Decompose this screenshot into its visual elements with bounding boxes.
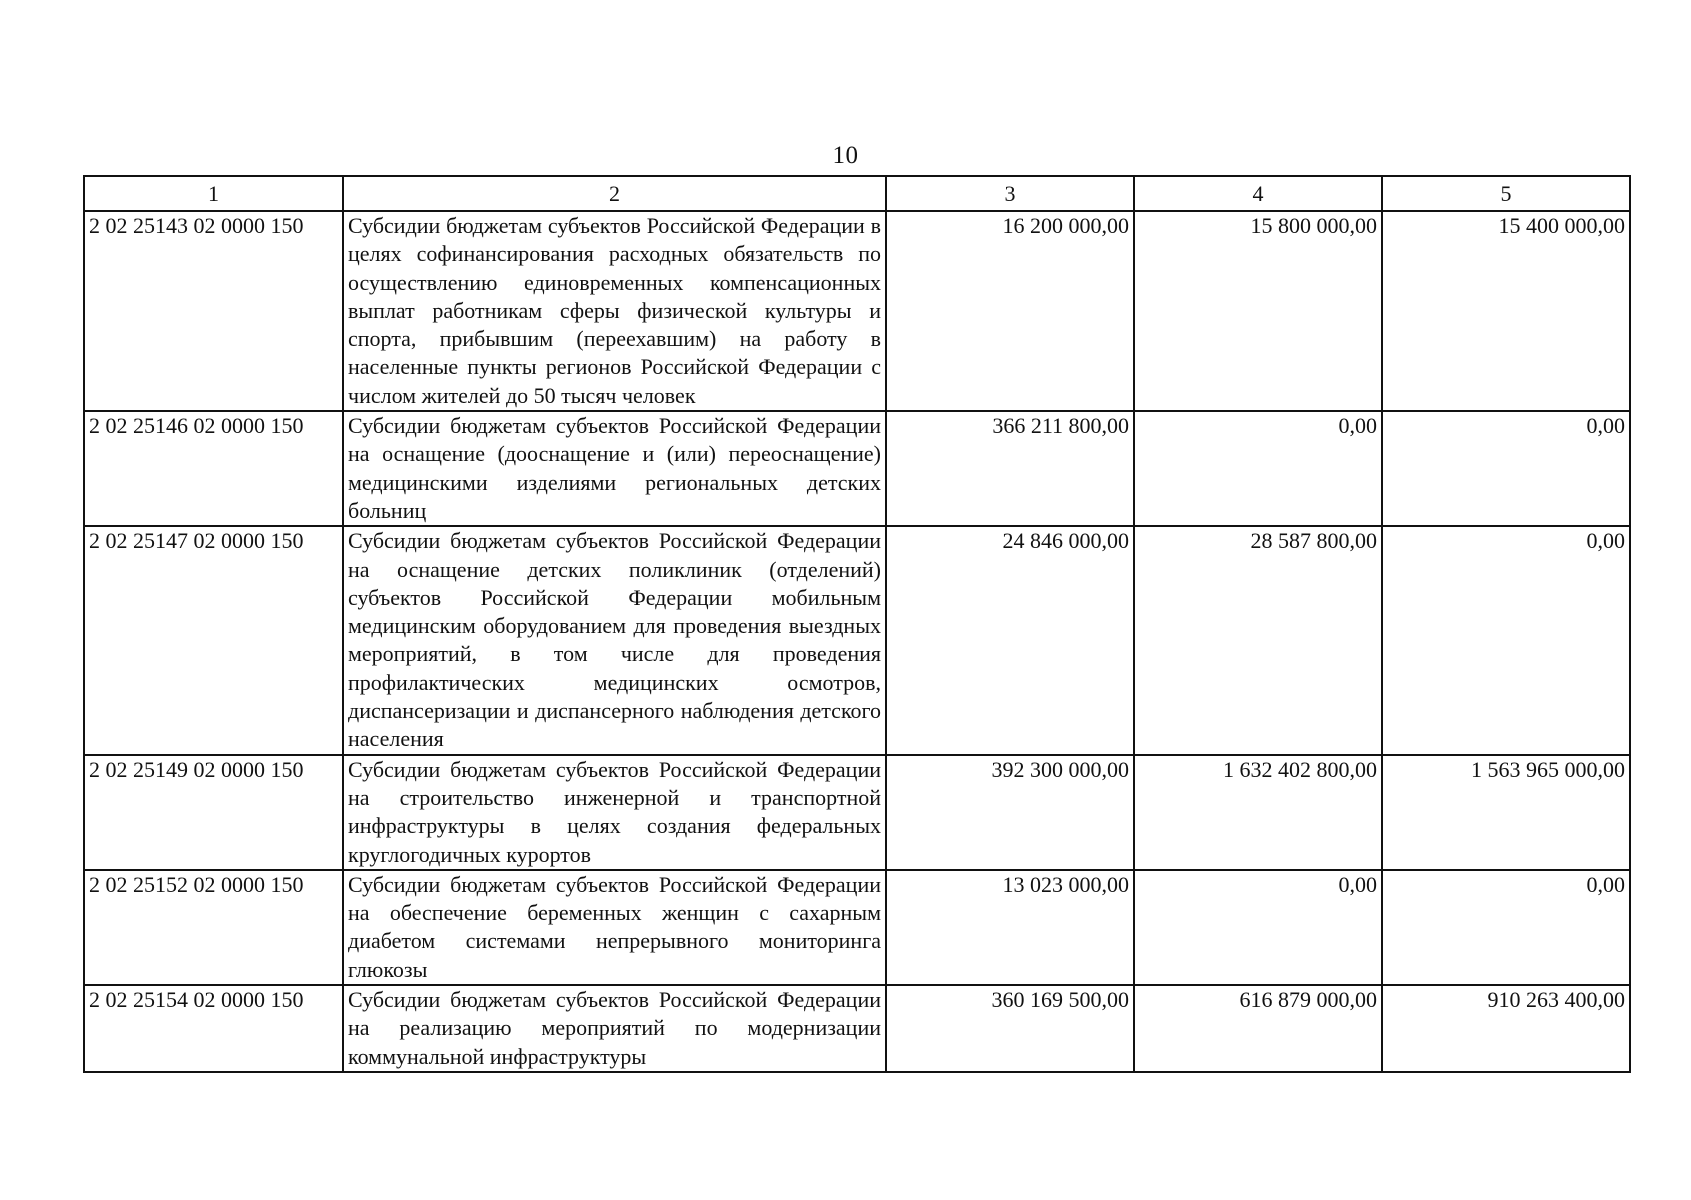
row-code: 2 02 25146 02 0000 150 [84, 411, 343, 526]
row-value-col3: 16 200 000,00 [886, 211, 1134, 411]
column-header-1: 1 [84, 176, 343, 211]
row-value-col4: 1 632 402 800,00 [1134, 755, 1382, 870]
row-description: Субсидии бюджетам субъектов Российской Федерации на оснащение (дооснащение и (или) переоснащение) медицинскими изделиями региональных детских больниц [343, 411, 886, 526]
table-row [84, 985, 1630, 1072]
row-code: 2 02 25143 02 0000 150 [84, 211, 343, 411]
row-value-col5: 0,00 [1382, 411, 1630, 526]
table-row [84, 526, 1630, 754]
row-value-col5: 0,00 [1382, 870, 1630, 985]
row-code: 2 02 25149 02 0000 150 [84, 755, 343, 870]
column-header-4: 4 [1134, 176, 1382, 211]
row-value-col4: 0,00 [1134, 870, 1382, 985]
row-value-col4: 616 879 000,00 [1134, 985, 1382, 1072]
row-description: Субсидии бюджетам субъектов Российской Федерации на обеспечение беременных женщин с сахарным диабетом системами непрерывного мониторинга глюкозы [343, 870, 886, 985]
row-value-col3: 360 169 500,00 [886, 985, 1134, 1072]
row-description: Субсидии бюджетам субъектов Российской Федерации на реализацию мероприятий по модернизации коммунальной инфраструктуры [343, 985, 886, 1072]
row-code: 2 02 25154 02 0000 150 [84, 985, 343, 1072]
row-value-col3: 13 023 000,00 [886, 870, 1134, 985]
row-code: 2 02 25147 02 0000 150 [84, 526, 343, 754]
table-row [84, 211, 1630, 411]
row-value-col5: 15 400 000,00 [1382, 211, 1630, 411]
table-row [84, 870, 1630, 985]
row-description: Субсидии бюджетам субъектов Российской Федерации на строительство инженерной и транспортной инфраструктуры в целях создания федеральных круглогодичных курортов [343, 755, 886, 870]
table-row [84, 755, 1630, 870]
row-value-col4: 28 587 800,00 [1134, 526, 1382, 754]
row-value-col4: 15 800 000,00 [1134, 211, 1382, 411]
row-value-col5: 1 563 965 000,00 [1382, 755, 1630, 870]
row-value-col3: 24 846 000,00 [886, 526, 1134, 754]
row-code: 2 02 25152 02 0000 150 [84, 870, 343, 985]
header-row [84, 176, 1630, 211]
row-value-col5: 910 263 400,00 [1382, 985, 1630, 1072]
row-value-col4: 0,00 [1134, 411, 1382, 526]
column-header-5: 5 [1382, 176, 1630, 211]
table-row [84, 411, 1630, 526]
column-header-3: 3 [886, 176, 1134, 211]
row-value-col3: 366 211 800,00 [886, 411, 1134, 526]
row-description: Субсидии бюджетам субъектов Российской Федерации на оснащение детских поликлиник (отделений) субъектов Российской Федерации мобильным медицинским оборудованием для проведения выездных мероприятий, в том числе для проведения профилактических медицинских осмотров, диспансеризации и диспансерного наблюдения детского населения [343, 526, 886, 754]
page-number: 10 [832, 142, 859, 169]
budget-table [83, 175, 1631, 1073]
row-value-col5: 0,00 [1382, 526, 1630, 754]
row-description: Субсидии бюджетам субъектов Российской Федерации в целях софинансирования расходных обязательств по осуществлению единовременных компенсационных выплат работникам сферы физической культуры и спорта, прибывшим (переехавшим) на работу в населенные пункты регионов Российской Федерации с числом жителей до 50 тысяч человек [343, 211, 886, 411]
column-header-2: 2 [343, 176, 886, 211]
row-value-col3: 392 300 000,00 [886, 755, 1134, 870]
